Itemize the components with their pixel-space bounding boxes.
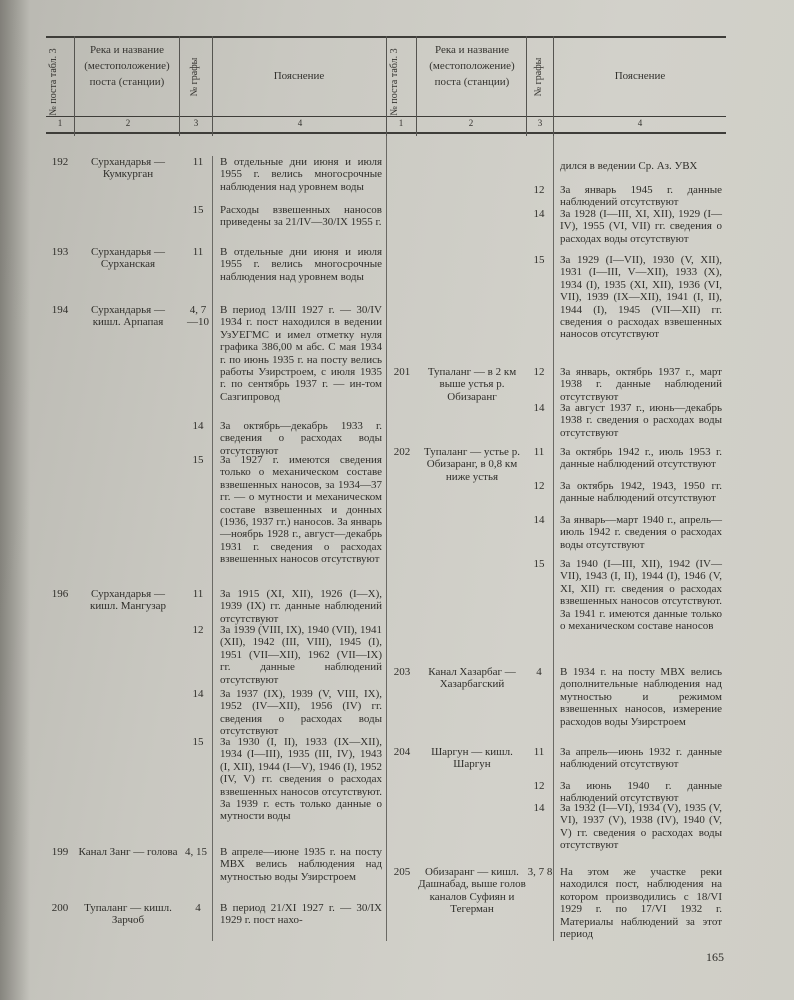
explanation-text: За январь, октябрь 1937 г., март 1938 г. данные наблюдений отсутствуют [560, 366, 722, 403]
explanation-text: В период 21/XI 1927 г. — 30/IX 1929 г. пост нахо- [220, 902, 382, 927]
river-station: Тупаланг — в 2 км выше устья р. Обизаранг [427, 366, 517, 403]
col-num: 1 [398, 118, 404, 128]
river-station: Сурхандарья — Сурханская [91, 246, 165, 271]
river-station: Сурхандарья — кишл. Мангузар [90, 588, 166, 613]
post-number: 192 [51, 156, 69, 168]
explanation-text: В 1934 г. на посту МВХ велись дополнительные наблюдения над мутностью и режимом взвешенных наносов, измерение расходов воды Узирстроем [560, 666, 722, 728]
col-num: 3 [193, 118, 199, 128]
river-station: Обизаранг — кишл. Дашнабад, выше голов каналов Суфиян и Тегерман [418, 866, 526, 916]
col-num: 4 [297, 118, 303, 128]
post-number: 199 [51, 846, 69, 858]
center-divider [386, 136, 387, 941]
explanation-text: За апрель—июнь 1932 г. данные наблюдений отсутствуют [560, 746, 722, 771]
col-num: 3 [537, 118, 543, 128]
explanation-text: В период 13/III 1927 г. — 30/IV 1934 г. пост находился в ведении УзУЕГМС и имел отметку нуля графика 386,00 м абс. С мая 1934 г. по июнь 1935 г. на посту велись работы Узирстроем, с июля 1935 г. по сентябрь 1937 г. — ин-том Сазгипровод [220, 304, 382, 403]
left-graph-divider [212, 156, 213, 941]
explanation-text: За октябрь 1942 г., июль 1953 г. данные наблюдений отсутствуют [560, 446, 722, 471]
header-explanation: Пояснение [273, 70, 325, 82]
post-number: 205 [393, 866, 411, 878]
explanation-text: За 1929 (I—VII), 1930 (V, XII), 1931 (I—III, V—XII), 1933 (X), 1934 (I), 1935 (XI, XII), 1936 (VI, VII), 1939 (IX—XII), 1941 (I, II), 1944 (I), 1945 (VII—XII) гг. сведения о расходах взвешенных наносов отсутствуют [560, 254, 722, 341]
post-number: 202 [393, 446, 411, 458]
post-number: 203 [393, 666, 411, 678]
post-number: 196 [51, 588, 69, 600]
graph-number: 15 [192, 204, 204, 216]
header-river-name-right: Река и название (местоположение) поста (станции) [429, 44, 515, 88]
explanation-text: За октябрь 1942, 1943, 1950 гг. данные наблюдений отсутствуют [560, 480, 722, 505]
post-number: 200 [51, 902, 69, 914]
graph-number: 14 [533, 802, 545, 814]
river-station: Сурхандарья — кишл. Арпапая [91, 304, 165, 329]
graph-number: 14 [192, 688, 204, 700]
col-num: 2 [125, 118, 131, 128]
graph-number: 15 [192, 736, 204, 748]
explanation-text: За 1915 (XI, XII), 1926 (I—X), 1939 (IX) гг. данные наблюдений отсутствуют [220, 588, 382, 625]
graph-number: 14 [533, 514, 545, 526]
graph-number: 11 [192, 588, 204, 600]
river-station: Шаргун — кишл. Шаргун [431, 746, 513, 771]
explanation-text: За 1932 (I—VI), 1934 (V), 1935 (V, VI), 1937 (V), 1938 (IV), 1940 (V, V) гг. сведения о расходах воды отсутствуют [560, 802, 722, 852]
explanation-text: За январь 1945 г. данные наблюдений отсутствуют [560, 184, 722, 209]
col-num: 2 [468, 118, 474, 128]
header-explanation-right: Пояснение [614, 70, 666, 82]
graph-number: 14 [192, 420, 204, 432]
graph-number: 11 [192, 246, 204, 258]
explanation-text: За январь—март 1940 г., апрель—июль 1942 г. сведения о расходах воды отсутствуют [560, 514, 722, 551]
explanation-text: За август 1937 г., июнь—декабрь 1938 г. сведения о расходах воды отсутствуют [560, 402, 722, 439]
explanation-text: За 1937 (IX), 1939 (V, VIII, IX), 1952 (IV—XII), 1956 (IV) гг. сведения о расходах воды отсутствуют [220, 688, 382, 738]
explanation-text: За июнь 1940 г. данные наблюдений отсутствуют [560, 780, 722, 805]
header-graph-number: № графы [189, 57, 200, 97]
col-num: 4 [637, 118, 643, 128]
river-station: Тупаланг — устье р. Обизаранг, в 0,8 км ниже устья [424, 446, 520, 483]
graph-number: 14 [533, 208, 545, 220]
graph-number: 14 [533, 402, 545, 414]
explanation-text: За 1930 (I, II), 1933 (IX—XII), 1934 (I—III), 1935 (III, IV), 1943 (I, XII), 1944 (I—V), 1946 (I), 1952 (IV, V) гг. сведения о расходах взвешенных наносов отсутствуют. За 1939 г. есть только данные о мутности воды [220, 736, 382, 823]
graph-number: 4 [536, 666, 542, 678]
graph-number: 3, 7 8 [527, 866, 553, 878]
explanation-text: За 1939 (VIII, IX), 1940 (VII), 1941 (XII), 1942 (III, VIII), 1945 (I), 1951 (VII—XII), 1962 (VII—IX) гг. данные наблюдений отсутствуют [220, 624, 382, 686]
post-number: 193 [51, 246, 69, 258]
explanation-text: За 1927 г. имеются сведения только о механическом составе взвешенных наносов, за 1934—37 гг. — о мутности и механическом составе взвешенных и донных (1936, 1937 гг.) наносов. За январь—ноябрь 1928 г., август—декабрь 1931 г. сведения о расходах взвешенных наносов отсутствуют [220, 454, 382, 566]
graph-number: 11 [533, 746, 545, 758]
explanation-text: За 1940 (I—III, XII), 1942 (IV—VII), 1943 (I, II), 1944 (I), 1946 (V, XI, XII) гг. сведения о расходах взвешенных наносов отсутствуют. За 1941 г. имеются данные только о механическом составе наносов [560, 558, 722, 633]
graph-number: 4 [195, 902, 201, 914]
explanation-text: В апреле—июне 1935 г. на посту МВХ велись наблюдения над мутностью воды Узирстроем [220, 846, 382, 883]
graph-number: 4, 15 [185, 846, 207, 858]
post-number: 201 [393, 366, 411, 378]
graph-number: 11 [533, 446, 545, 458]
graph-number: 11 [192, 156, 204, 168]
explanation-text: В отдельные дни июня и июля 1955 г. велись многосрочные наблюдения над уровнем воды [220, 246, 382, 283]
header-river-name: Река и название (местоположение) поста (станции) [84, 44, 170, 88]
page-number: 165 [706, 950, 724, 964]
graph-number: 12 [533, 366, 545, 378]
header-post-number: № поста табл. 3 [48, 48, 59, 116]
explanation-text: дился в ведении Ср. Аз. УВХ [560, 160, 698, 172]
header-post-number-right: № поста табл. 3 [389, 48, 400, 116]
graph-number: 12 [533, 184, 545, 196]
river-station: Тупаланг — кишл. Зарчоб [84, 902, 172, 927]
page-shadow [0, 0, 30, 1000]
river-station: Сурхандарья — Кумкурган [91, 156, 165, 181]
header-graph-number-right: № графы [533, 57, 544, 97]
col-num: 1 [57, 118, 63, 128]
explanation-text: На этом же участке реки находился пост, наблюдения на котором производились с 18/VI 1929 г. по 17/VI 1932 г. Материалы наблюдений за этот период [560, 866, 722, 941]
explanation-text: Расходы взвешенных наносов приведены за 21/IV—30/IX 1955 г. [220, 204, 382, 229]
explanation-text: За октябрь—декабрь 1933 г. сведения о расходах воды отсутствуют [220, 420, 382, 457]
graph-number: 4, 7—10 [187, 304, 209, 329]
stations-table [46, 36, 726, 941]
graph-number: 12 [533, 480, 545, 492]
explanation-text: За 1928 (I—III, XI, XII), 1929 (I—IV), 1955 (VI, VII) гг. сведения о расходах воды отсутствуют [560, 208, 722, 245]
post-number: 204 [393, 746, 411, 758]
graph-number: 15 [192, 454, 204, 466]
explanation-text: В отдельные дни июня и июля 1955 г. велись многосрочные наблюдения над уровнем воды [220, 156, 382, 193]
river-station: Канал Хазарбаг — Хазарбагский [428, 666, 516, 691]
post-number: 194 [51, 304, 69, 316]
graph-number: 15 [533, 558, 545, 570]
river-station: Канал Занг — голова [78, 846, 178, 858]
graph-number: 15 [533, 254, 545, 266]
right-graph-divider [553, 136, 554, 941]
graph-number: 12 [533, 780, 545, 792]
graph-number: 12 [192, 624, 204, 636]
